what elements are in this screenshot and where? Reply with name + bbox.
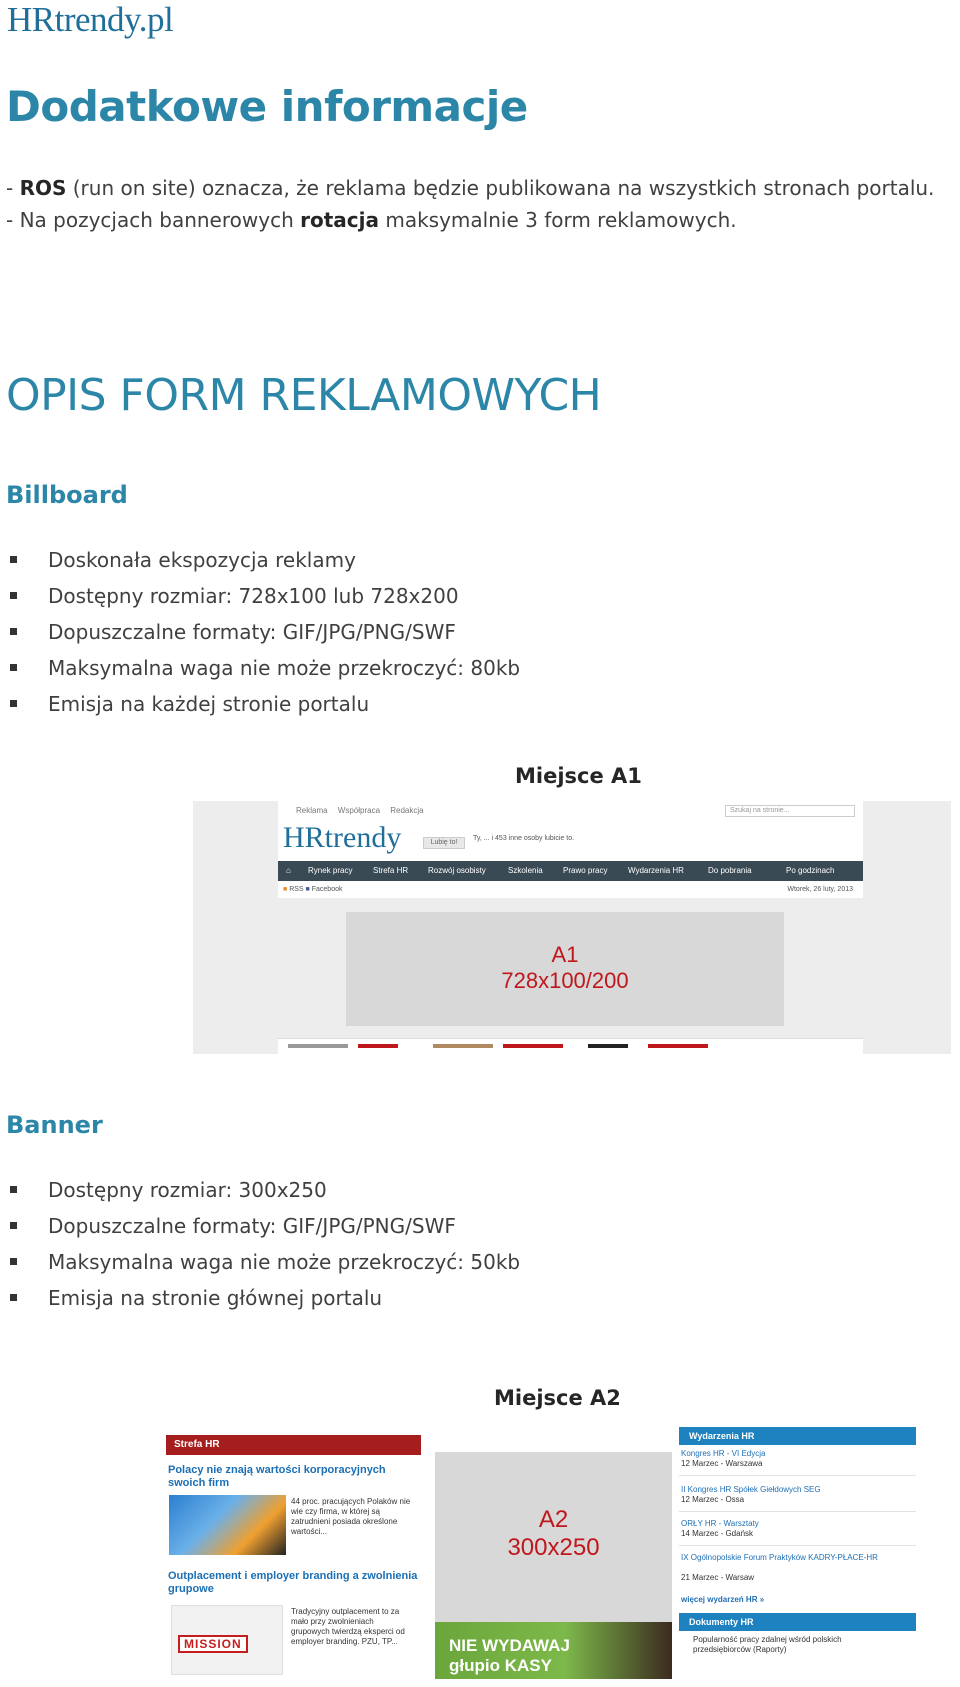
mock-rss-label: RSS xyxy=(289,886,304,893)
a1-placement-screenshot xyxy=(193,801,951,1054)
mock-top-links: Reklama Współpraca Redakcja xyxy=(296,806,424,815)
info-line-ros xyxy=(6,176,934,200)
info-text: (run on site) oznacza, że reklama będzie publikowana na wszystkich stronach portalu. xyxy=(66,176,935,200)
list-item xyxy=(8,686,520,722)
mock-article-title: Outplacement i employer branding a zwolnienia grupowe xyxy=(168,1570,418,1595)
list-item xyxy=(8,1208,520,1244)
list-item xyxy=(8,614,520,650)
mock-left-column xyxy=(166,1425,421,1679)
mock-menu-bar xyxy=(278,861,863,881)
info-bold-term: rotacja xyxy=(300,208,379,232)
bullet-text: Dostępny rozmiar: 300x250 xyxy=(48,1178,327,1202)
a1-ad-placeholder xyxy=(346,912,784,1026)
mock-article-text: Tradycyjny outplacement to za mało przy zwolnieniach grupowych twierdzą eksperci od employer branding. PZU, TP... xyxy=(291,1607,405,1646)
mock-strip-block xyxy=(648,1044,708,1048)
mock-strip-block xyxy=(358,1044,398,1048)
info-bold-term: ROS xyxy=(19,176,67,200)
mock-site-header xyxy=(278,801,863,898)
info-text: - Na pozycjach bannerowych xyxy=(6,208,301,232)
mock-event-sub: 12 Marzec - Ossa xyxy=(681,1495,745,1504)
mock-menu-item: Prawo pracy xyxy=(563,866,608,875)
bullet-text: Dopuszczalne formaty: GIF/JPG/PNG/SWF xyxy=(48,620,456,644)
mock-article-image xyxy=(169,1495,286,1555)
mock-event-title: ORŁY HR - Warsztaty xyxy=(681,1519,759,1528)
divider xyxy=(679,1475,916,1476)
promo-line: NIE WYDAWAJ xyxy=(449,1636,570,1655)
facebook-icon: ■ xyxy=(305,886,310,893)
mock-date: Wtorek, 26 luty, 2013 xyxy=(787,886,853,893)
ad-size: 728x100/200 xyxy=(501,968,629,993)
mock-strefa-hr-header: Strefa HR xyxy=(166,1435,421,1455)
bullet-square-icon xyxy=(10,1258,17,1265)
bullet-square-icon xyxy=(10,1186,17,1193)
bullet-text: Dostępny rozmiar: 728x100 lub 728x200 xyxy=(48,584,459,608)
info-prefix: - xyxy=(6,176,20,200)
mock-article-text: 44 proc. pracujących Polaków nie wie czy firma, w której są zatrudnieni posiada określone wartości... xyxy=(291,1497,411,1536)
a2-placement-screenshot xyxy=(166,1425,916,1679)
info-line-rotation xyxy=(6,208,737,232)
caption-a2: Miejsce A2 xyxy=(494,1386,621,1410)
mock-search-box: Szukaj na stronie... xyxy=(725,805,855,817)
promo-line: głupio KASY xyxy=(449,1656,552,1675)
list-item xyxy=(8,1172,520,1208)
list-item xyxy=(8,542,520,578)
divider xyxy=(679,1545,916,1546)
bullet-text: Maksymalna waga nie może przekroczyć: 50kb xyxy=(48,1250,521,1274)
bullet-square-icon xyxy=(10,556,17,563)
mock-strip-block xyxy=(503,1044,563,1048)
mock-event-title: Kongres HR - VI Edycja xyxy=(681,1449,766,1458)
rss-icon: ■ xyxy=(283,886,288,893)
bullet-text: Maksymalna waga nie może przekroczyć: 80kb xyxy=(48,656,521,680)
bullet-text: Emisja na stronie głównej portalu xyxy=(48,1286,383,1310)
list-item xyxy=(8,578,520,614)
mock-strip-block xyxy=(288,1044,348,1048)
mock-menu-item: Strefa HR xyxy=(373,866,409,875)
bullet-square-icon xyxy=(10,664,17,671)
bullet-square-icon xyxy=(10,1294,17,1301)
mock-more-events-link: więcej wydarzeń HR » xyxy=(681,1595,765,1604)
mock-event-title: II Kongres HR Spółek Giełdowych SEG xyxy=(681,1485,821,1494)
page-title: Dodatkowe informacje xyxy=(6,82,528,131)
mock-events-header: Wydarzenia HR xyxy=(679,1427,916,1445)
mock-like-button: Lubię to! xyxy=(423,837,465,849)
a2-ad-placeholder xyxy=(435,1452,672,1623)
ad-position-name: A2 xyxy=(538,1506,569,1533)
bullet-text: Dopuszczalne formaty: GIF/JPG/PNG/SWF xyxy=(48,1214,456,1238)
caption-a1: Miejsce A1 xyxy=(515,764,642,788)
mock-strip-block xyxy=(588,1044,628,1048)
mock-menu-item: Rynek pracy xyxy=(308,866,353,875)
mock-menu-item: Rozwój osobisty xyxy=(428,866,486,875)
bullet-square-icon xyxy=(10,628,17,635)
mock-menu-item: Po godzinach xyxy=(786,866,835,875)
mock-menu-item: Wydarzenia HR xyxy=(628,866,684,875)
mock-content-strip xyxy=(278,1038,863,1054)
mock-fb-text: Ty, ... i 453 inne osoby lubicie to. xyxy=(473,835,575,842)
bullet-square-icon xyxy=(10,700,17,707)
divider xyxy=(679,1511,916,1512)
mock-documents-header: Dokumenty HR xyxy=(679,1613,916,1631)
mock-event-sub: 12 Marzec - Warszawa xyxy=(681,1459,763,1468)
banner-heading: Banner xyxy=(6,1111,103,1139)
mock-promo-ad xyxy=(435,1622,672,1679)
mock-menu-item: Szkolenia xyxy=(508,866,543,875)
mock-mission-badge: MISSION xyxy=(178,1635,248,1653)
billboard-heading: Billboard xyxy=(6,481,128,509)
section-title: OPIS FORM REKLAMOWYCH xyxy=(6,370,602,421)
mock-promo-text xyxy=(449,1636,570,1676)
mock-strip-block xyxy=(433,1044,493,1048)
bullet-square-icon xyxy=(10,592,17,599)
list-item xyxy=(8,650,520,686)
list-item xyxy=(8,1280,520,1316)
mock-right-column xyxy=(679,1425,916,1679)
bullet-square-icon xyxy=(10,1222,17,1229)
banner-bullet-list xyxy=(8,1172,520,1316)
mock-event-title: IX Ogólnopolskie Forum Praktyków KADRY-PŁACE-HR xyxy=(681,1553,878,1562)
info-text: maksymalnie 3 form reklamowych. xyxy=(378,208,737,232)
ad-position-name: A1 xyxy=(551,942,579,967)
a2-ad-label xyxy=(435,1506,672,1562)
bullet-text: Doskonała ekspozycja reklamy xyxy=(48,548,356,572)
mock-facebook-label: Facebook xyxy=(311,886,343,893)
mock-document-item: Popularność pracy zdalnej wśród polskich przedsiębiorców (Raporty) xyxy=(693,1635,842,1654)
mock-article-title: Polacy nie znają wartości korporacyjnych swoich firm xyxy=(168,1464,386,1489)
ad-size: 300x250 xyxy=(507,1534,600,1561)
mock-home-icon: ⌂ xyxy=(286,866,291,875)
mock-menu-item: Do pobrania xyxy=(708,866,752,875)
a1-ad-label xyxy=(346,942,784,994)
mock-event-sub: 21 Marzec - Warsaw xyxy=(681,1573,755,1582)
list-item xyxy=(8,1244,520,1280)
mock-event-sub: 14 Marzec - Gdańsk xyxy=(681,1529,754,1538)
bullet-text: Emisja na każdej stronie portalu xyxy=(48,692,370,716)
site-logo[interactable]: HRtrendy.pl xyxy=(7,0,174,39)
mock-site-logo: HRtrendy xyxy=(283,821,402,854)
billboard-bullet-list xyxy=(8,542,520,722)
mock-rss-links xyxy=(283,886,342,893)
